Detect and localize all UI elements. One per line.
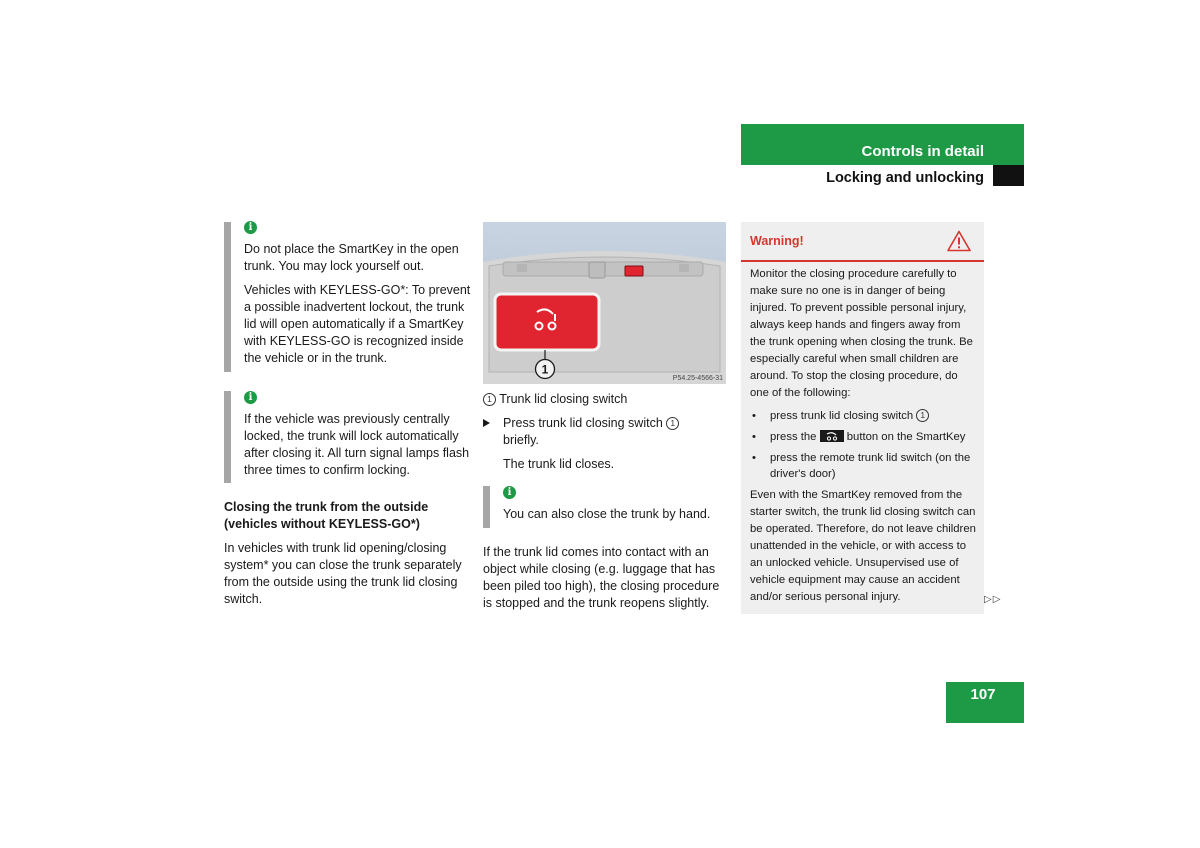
body-text: In vehicles with trunk lid opening/closing system* you can close the trunk separately from the outside using the trunk lid closing switch. (224, 541, 462, 606)
info-note (244, 221, 472, 367)
body-text: If the trunk lid comes into contact with an object while closing (e.g. luggage that has been piled too high), the closing procedure is stopped and the trunk reopens slightly. (483, 545, 720, 610)
info-bar (224, 222, 231, 372)
bullet-dot: • (752, 431, 756, 443)
subsection-title: Locking and unlocking (826, 170, 984, 186)
page-number: 107 (970, 686, 996, 703)
step-text-end: briefly. (503, 433, 539, 447)
warning-bullet (750, 450, 976, 482)
bullet-dot: • (752, 452, 756, 464)
legend-text: Trunk lid closing switch (499, 392, 628, 406)
warning-title: Warning! (750, 234, 804, 248)
info-bar (224, 391, 231, 483)
section-title: Controls in detail (861, 143, 984, 160)
info-note (503, 486, 725, 523)
instructions (483, 391, 726, 473)
figure-code: P54.25-4566-31 (672, 375, 723, 382)
info-icon: i (503, 486, 516, 499)
bullet-dot: • (752, 410, 756, 422)
trunk-lid-illustration (483, 222, 726, 384)
bullet-text: press the remote trunk lid switch (on the driver's door) (770, 452, 971, 480)
info-text: If the vehicle was previously centrally locked, the trunk will lock automatically after closing it. All turn signal lamps flash three times to confirm locking. (244, 412, 470, 477)
warning-bullet (750, 429, 976, 445)
info-bar (483, 486, 490, 528)
warning-triangle-icon (947, 230, 971, 252)
info-text: Vehicles with KEYLESS-GO*: To prevent a possible inadvertent lockout, the trunk lid will open automatically if a SmartKey with KEYLESS-GO is recognized inside the vehicle or in the trunk. (244, 283, 471, 365)
info-note (244, 391, 472, 479)
warning-text: Even with the SmartKey removed from the starter switch, the trunk lid closing switch can be operated. Therefore, do not leave children unattended in the vehicle, or with access to an unlocked vehicle. Unsupervised use of vehicle equipment may cause an accident and/or serious personal injury. (750, 489, 976, 603)
figure-callout: 1 (541, 362, 549, 377)
info-text: Do not place the SmartKey in the open trunk. You may lock yourself out. (244, 242, 459, 273)
instruction-step (483, 415, 726, 449)
callout-number: 1 (916, 409, 929, 422)
info-icon: i (244, 221, 257, 234)
step-text: Press trunk lid closing switch (503, 416, 663, 430)
warning-bullet (750, 408, 976, 424)
info-text: You can also close the trunk by hand. (503, 507, 711, 521)
bullet-text: press trunk lid closing switch (770, 410, 914, 422)
header-tab-marker (993, 165, 1024, 186)
step-result: The trunk lid closes. (503, 457, 615, 471)
trunk-key-icon (820, 430, 844, 442)
trunk-lid-figure (483, 222, 726, 384)
warning-text: Monitor the closing procedure carefully to make sure no one is in danger of being injured. To prevent possible personal injury, always keep hands and fingers away from the trunk opening when closing the trunk. Be especially careful when small children are around. To stop the closing procedure, do one of the following: (750, 268, 973, 399)
subheading: Closing the trunk from the outside (vehicles without KEYLESS-GO*) (224, 500, 429, 531)
step-arrow-icon (483, 419, 490, 427)
warning-body (750, 266, 976, 606)
continue-marker: ▷▷ (984, 594, 1002, 605)
bullet-text: button on the SmartKey (846, 431, 966, 443)
bullet-text: press the (770, 431, 817, 443)
figure-legend (483, 391, 726, 408)
info-icon: i (244, 391, 257, 404)
callout-number: 1 (666, 417, 679, 430)
callout-number: 1 (483, 393, 496, 406)
